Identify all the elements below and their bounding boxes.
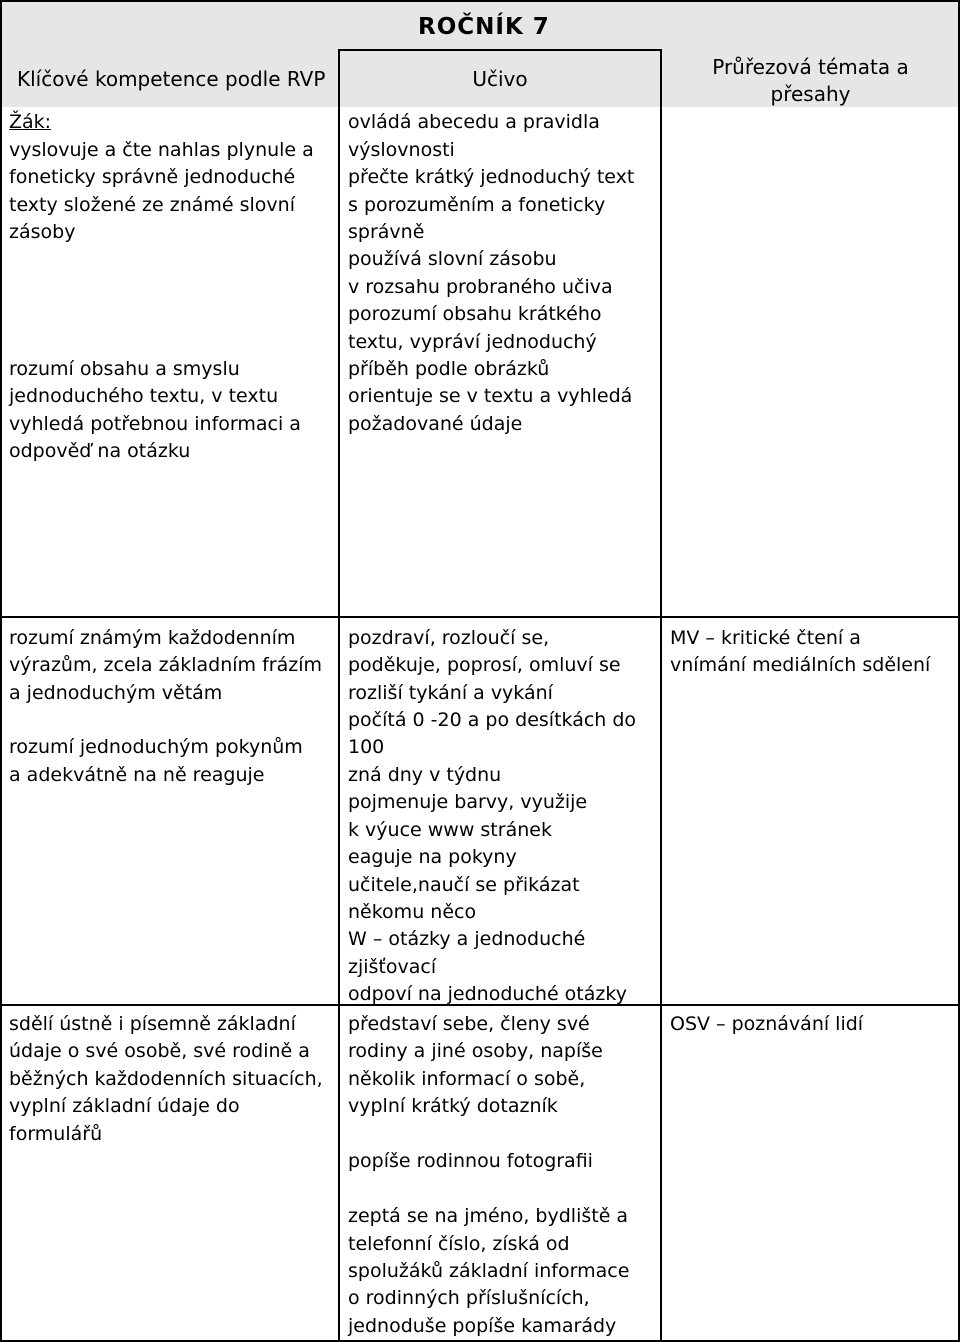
row1-middle-line: požadované údaje: [348, 413, 523, 435]
row1-middle-line: porozumí obsahu krátkého: [348, 303, 602, 325]
row3-left-line: vyplní základní údaje do: [9, 1095, 240, 1117]
row2-middle-line: eaguje na pokyny: [348, 846, 517, 868]
row3-right-line: OSV – poznávání lidí: [670, 1013, 864, 1035]
row2-middle-line: zjišťovací: [348, 956, 437, 978]
header-curriculum: Učivo: [472, 67, 528, 91]
row3-middle-c-line: o rodinných příslušnících,: [348, 1287, 590, 1309]
row2-middle-line: někomu něco: [348, 901, 477, 923]
row2-right-line: vnímání mediálních sdělení: [670, 654, 931, 676]
border-row2-top: [0, 616, 960, 618]
header-cross-topics-line2: přesahy: [770, 82, 851, 106]
border-col2: [660, 49, 662, 1342]
row1-left-b-line: odpověď na otázku: [9, 440, 191, 462]
row3-left-line: formulářů: [9, 1123, 103, 1145]
row3-left-line: údaje o své osobě, své rodině a: [9, 1040, 310, 1062]
row1-middle-line: textu, vypráví jednoduchý: [348, 331, 597, 353]
row1-left-a-line: texty složené ze známé slovní: [9, 194, 295, 216]
row3-middle-a-line: představí sebe, členy své: [348, 1013, 590, 1035]
row1-middle-line: příběh podle obrázků: [348, 358, 550, 380]
row2-left-b-line: rozumí jednoduchým pokynům: [9, 736, 303, 758]
row2-middle-line: počítá 0 -20 a po desítkách do: [348, 709, 637, 731]
row2-middle-line: rozliší tykání a vykání: [348, 682, 553, 704]
row2-middle-line: pozdraví, rozloučí se,: [348, 627, 550, 649]
row1-left-a-line: foneticky správně jednoduché: [9, 166, 296, 188]
row3-middle-c-line: telefonní číslo, získá od: [348, 1233, 570, 1255]
row1-left-b-line: jednoduchého textu, v textu: [9, 385, 279, 407]
row1-left-b-line: vyhledá potřebnou informaci a: [9, 413, 301, 435]
row3-left-line: sdělí ústně i písemně základní: [9, 1013, 296, 1035]
row1-middle-line: správně: [348, 221, 425, 243]
row2-middle-line: W – otázky a jednoduché: [348, 928, 586, 950]
row3-middle-a-line: několik informací o sobě,: [348, 1068, 586, 1090]
row2-left-a-line: rozumí známým každodenním: [9, 627, 296, 649]
row2-middle-line: pojmenuje barvy, využije: [348, 791, 588, 813]
row2-left-b-line: a adekvátně na ně reaguje: [9, 764, 265, 786]
row1-left-b-line: rozumí obsahu a smyslu: [9, 358, 240, 380]
header-competences: Klíčové kompetence podle RVP: [17, 67, 326, 91]
row1-middle-line: s porozuměním a foneticky: [348, 194, 606, 216]
row3-middle-b-line: popíše rodinnou fotografii: [348, 1150, 593, 1172]
row3-middle-c-line: zeptá se na jméno, bydliště a: [348, 1205, 629, 1227]
row3-middle-c-line: spolužáků základní informace: [348, 1260, 630, 1282]
border-header-top: [338, 49, 662, 51]
row2-middle-line: odpoví na jednoduché otázky: [348, 983, 627, 1005]
row3-middle-a-line: vyplní krátký dotazník: [348, 1095, 558, 1117]
row3-left-line: běžných každodenních situacích,: [9, 1068, 323, 1090]
header-cross-topics-line1: Průřezová témata a: [712, 55, 909, 79]
pupil-label: Žák:: [9, 111, 52, 133]
border-left: [0, 0, 2, 1342]
row1-middle-line: orientuje se v textu a vyhledá: [348, 385, 633, 407]
row1-left-a-line: vyslovuje a čte nahlas plynule a: [9, 139, 314, 161]
row1-left-a-line: zásoby: [9, 221, 76, 243]
row3-middle-c-line: jednoduše popíše kamarády: [348, 1315, 617, 1337]
row2-right-line: MV – kritické čtení a: [670, 627, 861, 649]
row2-middle-line: učitele,naučí se přikázat: [348, 874, 580, 896]
row2-middle-line: k výuce www stránek: [348, 819, 552, 841]
row1-middle-line: přečte krátký jednoduchý text: [348, 166, 635, 188]
row2-middle-line: zná dny v týdnu: [348, 764, 502, 786]
row2-left-a-line: a jednoduchým větám: [9, 682, 223, 704]
border-top: [0, 0, 960, 2]
row1-middle-line: ovládá abecedu a pravidla: [348, 111, 600, 133]
row1-middle-line: používá slovní zásobu: [348, 248, 557, 270]
row1-middle-line: výslovnosti: [348, 139, 455, 161]
row3-middle-a-line: rodiny a jiné osoby, napíše: [348, 1040, 603, 1062]
row1-middle-line: v rozsahu probraného učiva: [348, 276, 613, 298]
row2-middle-line: poděkuje, poprosí, omluví se: [348, 654, 621, 676]
grade-title: ROČNÍK 7: [418, 14, 550, 40]
border-col1: [338, 49, 340, 1342]
row2-left-a-line: výrazům, zcela základním frázím: [9, 654, 322, 676]
row2-middle-line: 100: [348, 736, 385, 758]
